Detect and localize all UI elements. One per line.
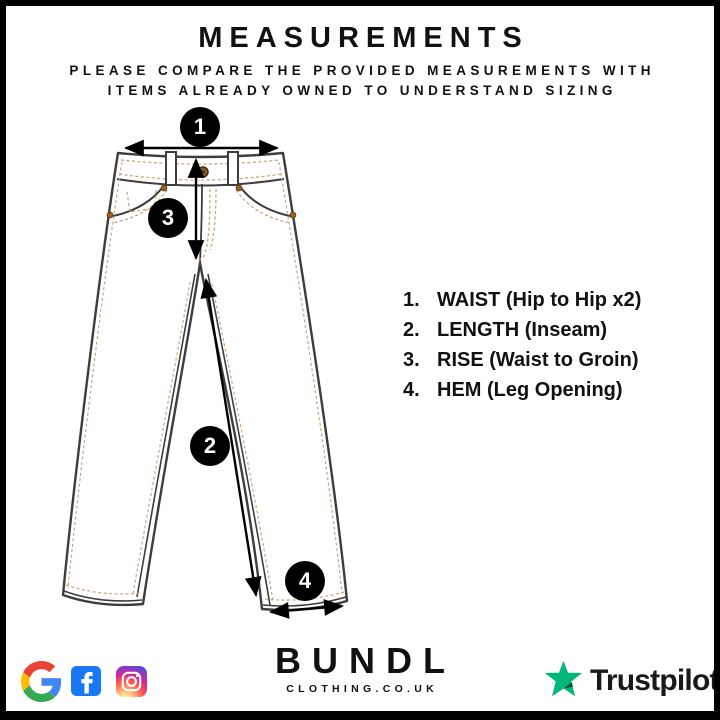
legend-number: 1. xyxy=(403,289,420,311)
measurement-legend xyxy=(403,289,693,409)
google-icon xyxy=(21,661,62,702)
legend-label: LENGTH (Inseam) xyxy=(437,319,608,341)
page-subtitle-line1: PLEASE COMPARE THE PROVIDED MEASUREMENTS WITH xyxy=(69,63,655,78)
legend-item-hem xyxy=(403,379,693,402)
marker-length: 2 xyxy=(190,426,230,466)
marker-hem: 4 xyxy=(285,561,325,601)
brand-logo xyxy=(264,642,456,695)
facebook-icon xyxy=(71,666,101,696)
page-title: MEASUREMENTS xyxy=(198,22,529,54)
page-subtitle-line2: ITEMS ALREADY OWNED TO UNDERSTAND SIZING xyxy=(107,83,617,98)
legend-item-length xyxy=(403,319,693,342)
trustpilot-logo xyxy=(543,659,719,700)
legend-number: 4. xyxy=(403,379,420,401)
marker-rise: 3 xyxy=(148,198,188,238)
legend-number: 2. xyxy=(403,319,420,341)
instagram-icon xyxy=(116,666,147,697)
social-icons xyxy=(21,660,147,704)
brand-domain: CLOTHING.CO.UK xyxy=(286,683,439,695)
jeans-outline xyxy=(63,152,347,610)
trustpilot-star-icon xyxy=(543,659,584,700)
trustpilot-wordmark: Trustpilot xyxy=(590,664,719,697)
marker-waist: 1 xyxy=(180,107,220,147)
legend-item-rise xyxy=(403,349,693,372)
header xyxy=(0,22,720,101)
legend-number: 3. xyxy=(403,349,420,371)
brand-name: BUNDL xyxy=(275,640,456,681)
legend-label: HEM (Leg Opening) xyxy=(437,379,623,401)
legend-item-waist xyxy=(403,289,693,312)
legend-label: RISE (Waist to Groin) xyxy=(437,349,639,371)
legend-label: WAIST (Hip to Hip x2) xyxy=(437,289,642,311)
